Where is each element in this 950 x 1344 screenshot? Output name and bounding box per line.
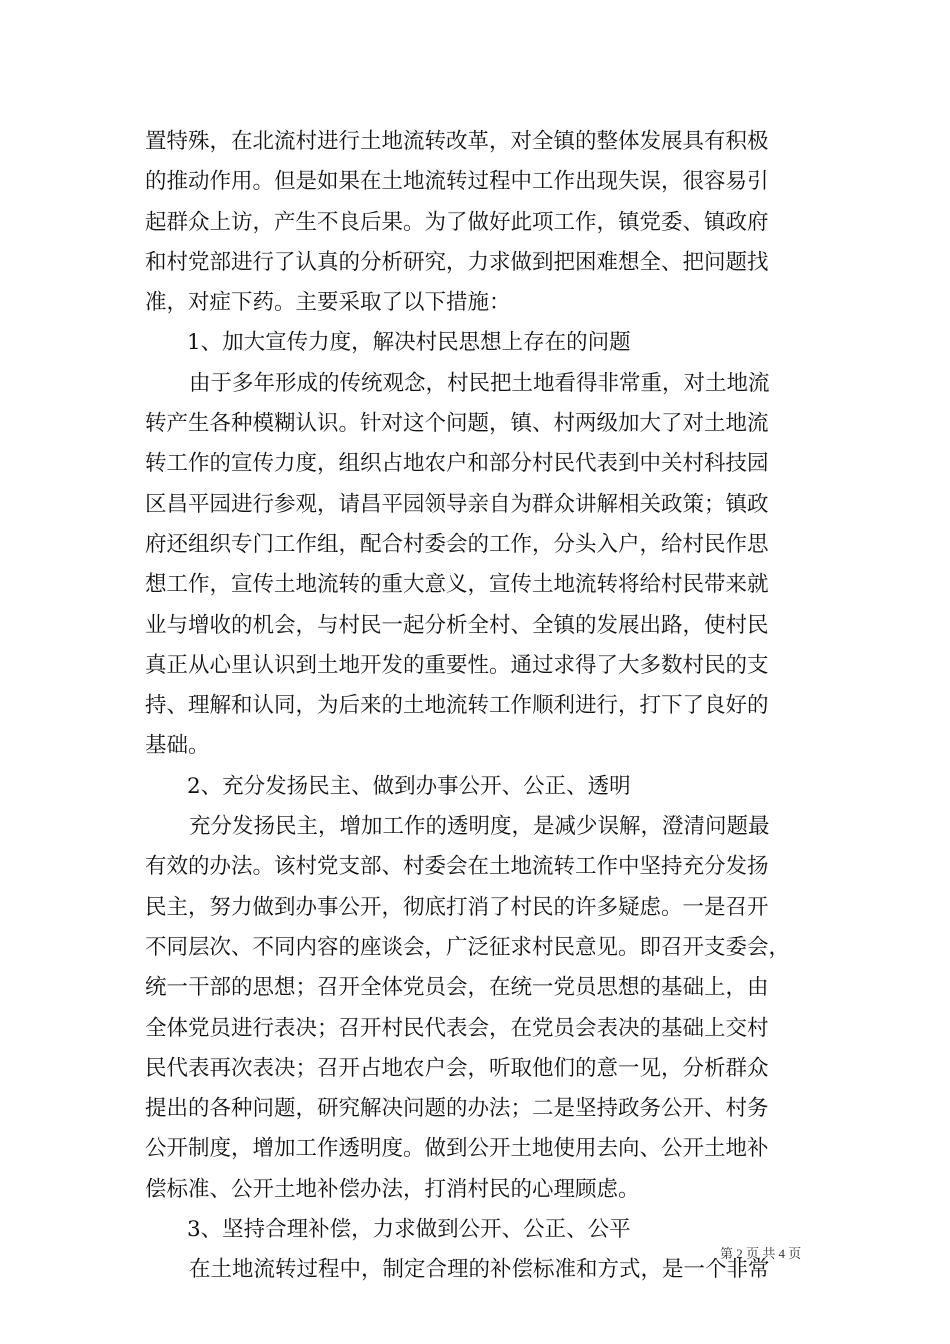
- text-line: 业与增收的机会，与村民一起分析全村、全镇的发展出路，使村民: [145, 612, 769, 638]
- page-number-footer: 第 2 页 共 4 页: [720, 1246, 802, 1261]
- text-line: 区昌平园进行参观，请昌平园领导亲自为群众讲解相关政策；镇政: [145, 491, 769, 517]
- text-line: 转产生各种模糊认识。针对这个问题，镇、村两级加大了对土地流: [145, 411, 769, 437]
- text-line: 民主，努力做到办事公开，彻底打消了村民的许多疑虑。一是召开: [145, 894, 769, 920]
- text-line: 充分发扬民主，增加工作的透明度，是减少误解，澄清问题最: [189, 814, 770, 840]
- text-line: 基础。: [145, 733, 210, 759]
- text-line: 想工作，宣传土地流转的重大意义，宣传土地流转将给村民带来就: [145, 572, 769, 598]
- text-line: 有效的办法。该村党支部、村委会在土地流转工作中坚持充分发扬: [145, 854, 769, 880]
- text-line: 府还组织专门工作组，配合村委会的工作，分头入户，给村民作思: [145, 531, 769, 557]
- text-line: 全体党员进行表决；召开村民代表会，在党员会表决的基础上交村: [145, 1015, 769, 1041]
- text-line: 不同层次、不同内容的座谈会，广泛征求村民意见。即召开支委会，: [145, 934, 791, 960]
- text-line: 起群众上访，产生不良后果。为了做好此项工作，镇党委、镇政府: [145, 209, 769, 235]
- text-line: 由于多年形成的传统观念，村民把土地看得非常重，对土地流: [189, 370, 770, 396]
- text-line: 在土地流转过程中，制定合理的补偿标准和方式，是一个非常: [189, 1257, 770, 1283]
- section-heading-1: 1、加大宣传力度，解决村民思想上存在的问题: [187, 330, 631, 356]
- text-line: 持、理解和认同，为后来的土地流转工作顺利进行，打下了良好的: [145, 693, 769, 719]
- text-line: 的推动作用。但是如果在土地流转过程中工作出现失误，很容易引: [145, 169, 769, 195]
- section-heading-2: 2、充分发扬民主、做到办事公开、公正、透明: [187, 773, 631, 799]
- text-line: 和村党部进行了认真的分析研究，力求做到把困难想全、把问题找: [145, 249, 769, 275]
- section-heading-3: 3、坚持合理补偿，力求做到公开、公正、公平: [187, 1217, 631, 1243]
- text-line: 转工作的宣传力度，组织占地农户和部分村民代表到中关村科技园: [145, 451, 769, 477]
- text-line: 公开制度，增加工作透明度。做到公开土地使用去向、公开土地补: [145, 1136, 769, 1162]
- text-line: 统一干部的思想；召开全体党员会，在统一党员思想的基础上，由: [145, 975, 769, 1001]
- text-line: 民代表再次表决；召开占地农户会，听取他们的意一见，分析群众: [145, 1055, 769, 1081]
- text-line: 真正从心里认识到土地开发的重要性。通过求得了大多数村民的支: [145, 652, 769, 678]
- document-body: [145, 122, 835, 1291]
- text-line: 提出的各种问题，研究解决问题的办法；二是坚持政务公开、村务: [145, 1096, 769, 1122]
- text-line: 置特殊，在北流村进行土地流转改革，对全镇的整体发展具有积极: [145, 129, 769, 154]
- text-line: 准，对症下药。主要采取了以下措施：: [145, 290, 511, 316]
- text-line: 偿标准、公开土地补偿办法，打消村民的心理顾虑。: [145, 1176, 640, 1202]
